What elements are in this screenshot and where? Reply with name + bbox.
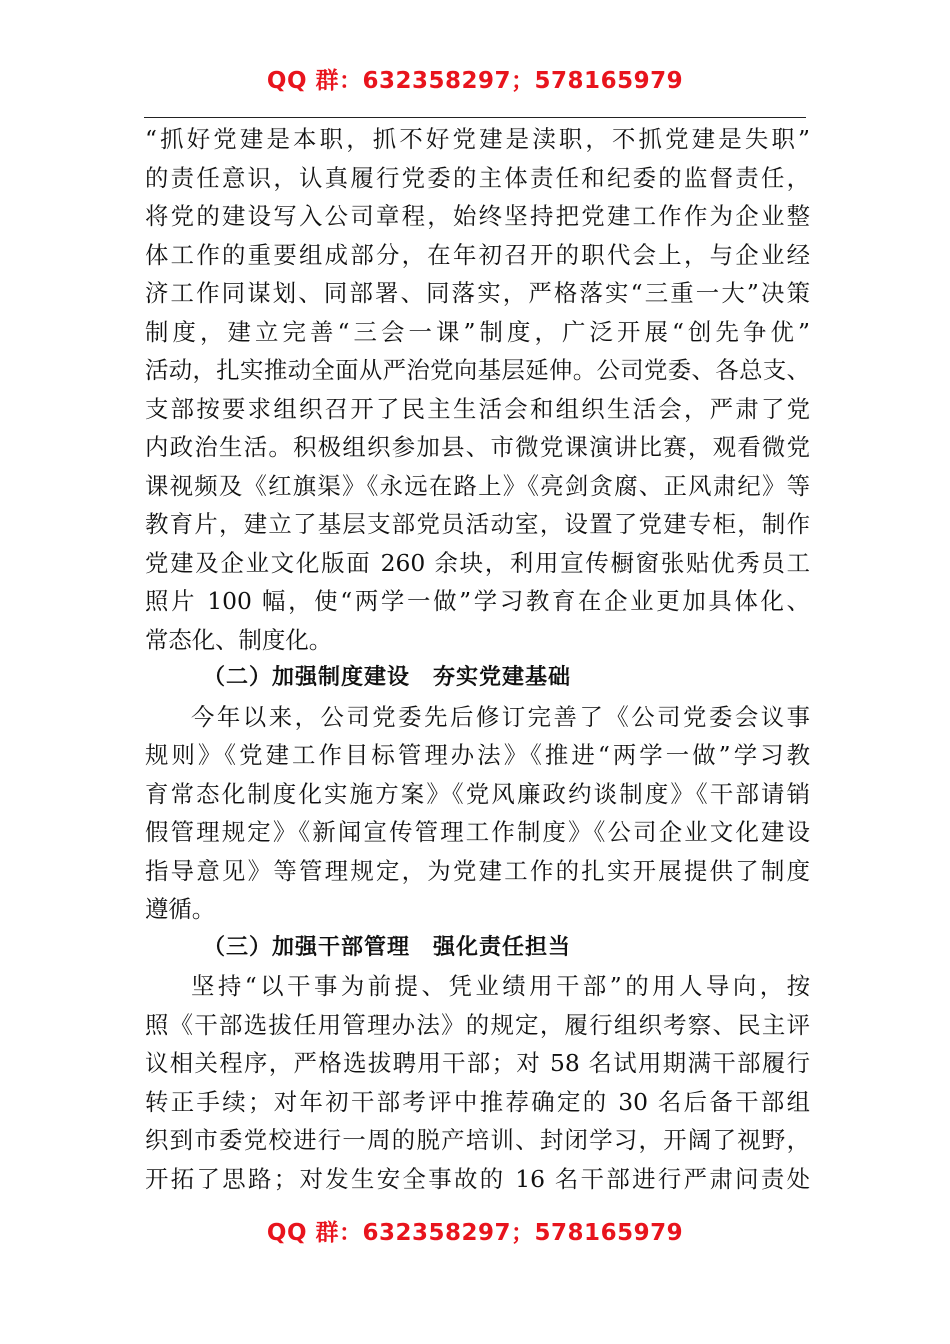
paragraph-line: 育常态化制度化实施方案》《党风廉政约谈制度》《干部请销	[145, 779, 810, 808]
qq-group-header: QQ 群：632358297；578165979	[266, 68, 684, 94]
paragraph-line: 活动，扎实推动全面从严治党向基层延伸。公司党委、各总支、	[145, 356, 810, 384]
paragraph-line: 制度，建立完善“三会一课”制度，广泛开展“创先争优”	[145, 317, 810, 346]
paragraph-line: 坚持“以干事为前提、凭业绩用干部”的用人导向，按	[191, 972, 810, 1000]
paragraph-line: 的责任意识，认真履行党委的主体责任和纪委的监督责任，	[145, 163, 810, 192]
document-body	[145, 120, 810, 1198]
paragraph-line: 织到市委党校进行一周的脱产培训、封闭学习，开阔了视野，	[145, 1126, 810, 1154]
header-divider	[144, 117, 806, 118]
section-heading-3: （三）加强干部管理 强化责任担当	[203, 934, 572, 960]
qq-group-footer: QQ 群：632358297；578165979	[266, 1220, 684, 1246]
paragraph-line: 照《干部选拔任用管理办法》的规定，履行组织考察、民主评	[145, 1010, 810, 1039]
paragraph-line: 支部按要求组织召开了民主生活会和组织生活会，严肃了党	[145, 394, 810, 423]
paragraph-line: 将党的建设写入公司章程，始终坚持把党建工作作为企业整	[145, 202, 810, 230]
paragraph-line: 济工作同谋划、同部署、同落实，严格落实“三重一大”决策	[145, 279, 810, 307]
paragraph-line: 党建及企业文化版面 260 余块，利用宣传橱窗张贴优秀员工	[145, 548, 810, 577]
paragraph-line: 体工作的重要组成部分，在年初召开的职代会上，与企业经	[145, 240, 810, 269]
paragraph-line: 开拓了思路；对发生安全事故的 16 名干部进行严肃问责处	[145, 1164, 810, 1193]
paragraph-line: “抓好党建是本职，抓不好党建是渎职，不抓党建是失职”	[145, 125, 810, 153]
paragraph-line: 常态化、制度化。	[145, 625, 333, 654]
paragraph-line: 假管理规定》《新闻宣传管理工作制度》《公司企业文化建设	[145, 818, 810, 846]
paragraph-line: 议相关程序，严格选拔聘用干部；对 58 名试用期满干部履行	[145, 1049, 810, 1077]
paragraph-line: 转正手续；对年初干部考评中推荐确定的 30 名后备干部组	[145, 1087, 810, 1116]
paragraph-line: 规则》《党建工作目标管理办法》《推进“两学一做”学习教	[145, 741, 810, 769]
paragraph-line: 课视频及《红旗渠》《永远在路上》《亮剑贪腐、正风肃纪》等	[145, 471, 810, 500]
paragraph-line: 遵循。	[145, 895, 216, 923]
paragraph-line: 今年以来，公司党委先后修订完善了《公司党委会议事	[191, 702, 810, 731]
section-heading-2: （二）加强制度建设 夯实党建基础	[203, 665, 572, 690]
paragraph-line: 内政治生活。积极组织参加县、市微党课演讲比赛，观看微党	[145, 433, 810, 461]
paragraph-line: 教育片，建立了基层支部党员活动室，设置了党建专柜，制作	[145, 510, 810, 538]
paragraph-line: 指导意见》等管理规定，为党建工作的扎实开展提供了制度	[145, 856, 810, 885]
paragraph-line: 照片 100 幅，使“两学一做”学习教育在企业更加具体化、	[145, 587, 810, 615]
